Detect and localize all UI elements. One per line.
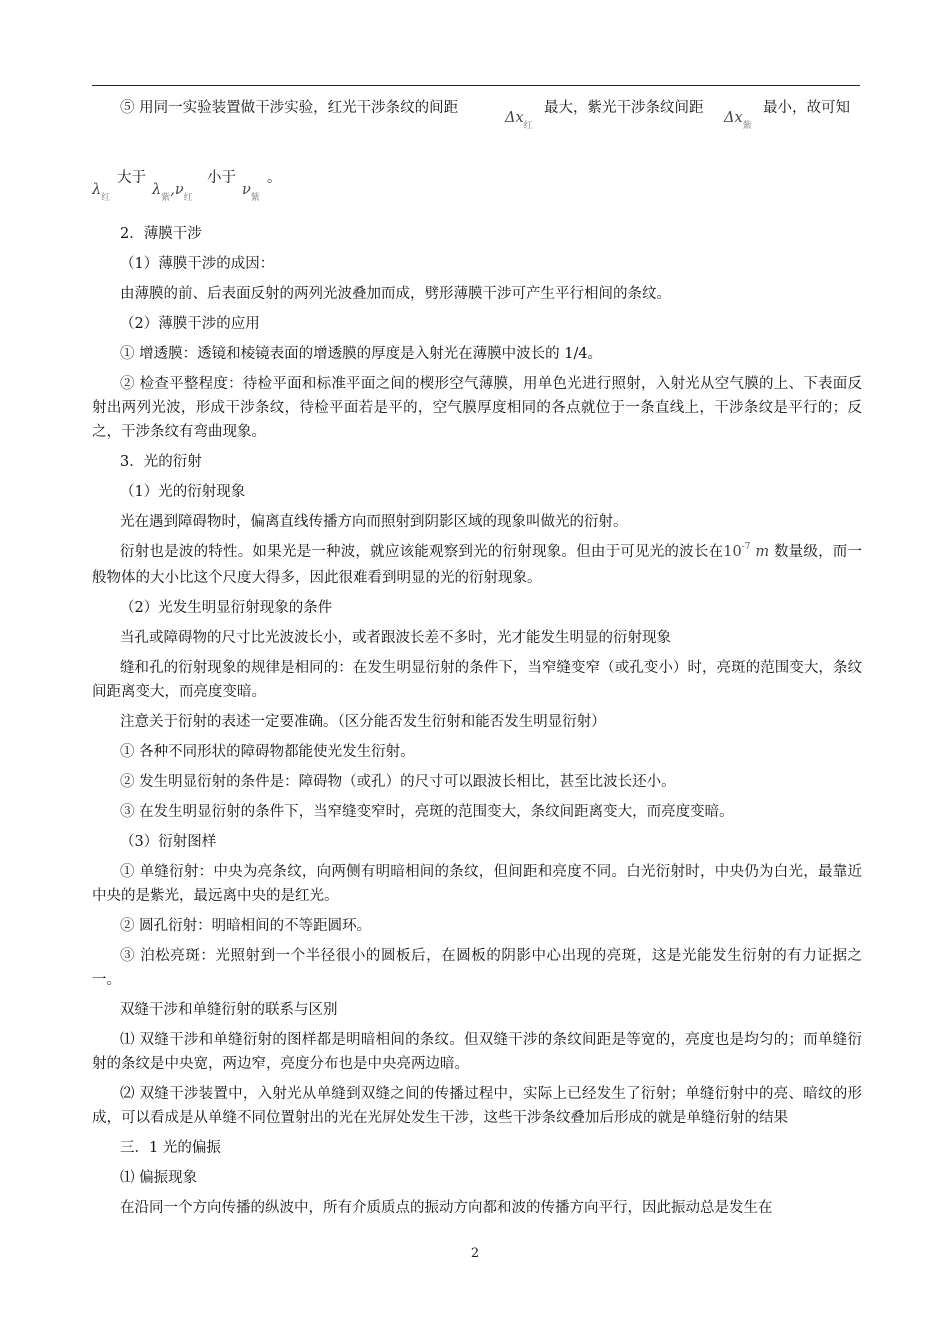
nu-violet-subscript: 紫 xyxy=(250,193,260,203)
subheading-thin-film-cause: （1）薄膜干涉的成因： xyxy=(120,256,275,272)
delta-x-violet-subscript: 紫 xyxy=(742,121,752,131)
line2-period: 。 xyxy=(267,170,282,186)
header-rule xyxy=(92,85,860,86)
nu-violet-formula xyxy=(242,178,260,204)
paragraph-diffraction-condition: 当孔或障碍物的尺寸比光波波长小，或者跟波长差不多时，光才能发生明显的衍射现象 xyxy=(120,630,671,646)
comma: , xyxy=(170,182,175,198)
delta-x-red-subscript: 红 xyxy=(523,121,533,131)
wavelength-text-b: 数量级，而一般物体的大小比这个尺度大得多，因此很难看到明显的光的衍射现象。 xyxy=(92,544,863,586)
paragraph-flatness-check: ② 检查平整程度：待检平面和标准平面之间的楔形空气薄膜，用单色光进行照射，入射光从空气膜的上、下表面反射出两列光波，形成干涉条纹，待检平面若是平的，空气膜厚度相同的各点就位于一条直线上，干涉条纹是平行的；反之，干涉条纹有弯曲现象。 xyxy=(92,376,862,440)
delta-x-violet-formula xyxy=(724,106,752,132)
subheading-diffraction-phenomenon: （1）光的衍射现象 xyxy=(120,484,246,500)
unit-m: m xyxy=(755,544,770,560)
paragraph-longitudinal-wave: 在沿同一个方向传播的纵波中，所有介质质点的振动方向都和波的传播方向平行，因此振动总是发生在 xyxy=(120,1200,773,1216)
nu-symbol: ν xyxy=(174,182,184,198)
heading-light-diffraction: 3．光的衍射 xyxy=(120,454,202,470)
line1-text-c: 最小，故可知 xyxy=(763,100,850,116)
lambda-nu-formula xyxy=(152,178,193,204)
nu-red-subscript: 红 xyxy=(183,193,193,203)
lambda-red-subscript: 红 xyxy=(101,193,111,203)
line1-text-b: 最大，紫光干涉条纹间距 xyxy=(544,100,704,116)
list-item-circular-hole: ② 圆孔衍射：明暗相间的不等距圆环。 xyxy=(120,918,372,934)
wavelength-power-formula xyxy=(723,544,769,560)
list-item-poisson-spot: ③ 泊松亮斑：光照射到一个半径很小的圆板后，在圆板的阴影中心出现的亮斑，这是光能发生衍射的有力证据之一。 xyxy=(92,948,862,988)
formula-block-interference xyxy=(92,96,862,158)
lambda-symbol: λ xyxy=(92,182,102,198)
subheading-diffraction-condition: （2）光发生明显衍射现象的条件 xyxy=(120,600,333,616)
paragraph-thin-film-cause: 由薄膜的前、后表面反射的两列光波叠加而成，劈形薄膜干涉可产生平行相间的条纹。 xyxy=(120,286,671,302)
page-number: 2 xyxy=(470,1246,480,1261)
heading-light-polarization: 三．1 光的偏振 xyxy=(120,1140,221,1156)
list-item-obvious-condition: ② 发生明显衍射的条件是：障碍物（或孔）的尺寸可以跟波长相比，甚至比波长还小。 xyxy=(120,774,676,790)
list-item-double-slit-device: ⑵ 双缝干涉装置中，入射光从单缝到双缝之间的传播过程中，实际上已经发生了衍射；单缝衍射中的亮、暗纹的形成，可以看成是从单缝不同位置射出的光在光屏处发生干涉，这些干涉条纹叠加后形成的就是单缝衍射的结果 xyxy=(92,1086,862,1126)
list-item-obstacles: ① 各种不同形状的障碍物都能使光发生衍射。 xyxy=(120,744,415,760)
delta-x-symbol: Δx xyxy=(505,110,524,126)
paragraph-wavelength-order xyxy=(92,540,862,590)
power-exponent: -7 xyxy=(741,542,751,552)
heading-double-vs-single: 双缝干涉和单缝衍射的联系与区别 xyxy=(120,1002,338,1018)
paragraph-diffraction-definition: 光在遇到障碍物时，偏离直线传播方向而照射到阴影区域的现象叫做光的衍射。 xyxy=(120,514,628,530)
paragraph-antireflection-film: ① 增透膜：透镜和棱镜表面的增透膜的厚度是入射光在薄膜中波长的 1/4。 xyxy=(120,346,603,362)
paragraph-statement-note: 注意关于衍射的表述一定要准确。（区分能否发生衍射和能否发生明显衍射） xyxy=(120,714,606,730)
formula-block-wavelength xyxy=(92,164,862,216)
subheading-thin-film-application: （2）薄膜干涉的应用 xyxy=(120,316,260,332)
lambda-symbol: λ xyxy=(152,182,162,198)
list-item-pattern-comparison: ⑴ 双缝干涉和单缝衍射的图样都是明暗相间的条纹。但双缝干涉的条纹间距是等宽的，亮度也是均匀的；而单缝衍射的条纹是中央宽，两边窄，亮度分布也是中央亮两边暗。 xyxy=(92,1032,862,1072)
subheading-polarization-phenomenon: ⑴ 偏振现象 xyxy=(120,1170,198,1186)
lambda-violet-subscript: 紫 xyxy=(161,193,171,203)
paragraph-slit-hole-rule: 缝和孔的衍射现象的规律是相同的：在发生明显衍射的条件下，当窄缝变窄（或孔变小）时，亮斑的范围变大，条纹间距离变大，而亮度变暗。 xyxy=(92,660,862,700)
subheading-diffraction-pattern: （3）衍射图样 xyxy=(120,834,217,850)
delta-x-red-formula xyxy=(505,106,533,132)
line1-text-a: ⑤ 用同一实验装置做干涉实验，红光干涉条纹的间距 xyxy=(120,100,459,116)
list-item-narrow-slit: ③ 在发生明显衍射的条件下，当窄缝变窄时，亮斑的范围变大，条纹间距离变大，而亮度变暗。 xyxy=(120,804,734,820)
power-base: 10 xyxy=(723,544,742,560)
wavelength-text-a: 衍射也是波的特性。如果光是一种波，就应该能观察到光的衍射现象。但由于可见光的波长在 xyxy=(120,544,724,560)
line2-text-a: 大于 xyxy=(117,170,146,186)
lambda-red-formula xyxy=(92,178,110,204)
delta-x-symbol: Δx xyxy=(724,110,743,126)
nu-symbol: ν xyxy=(242,182,251,198)
heading-thin-film-interference: 2．薄膜干涉 xyxy=(120,226,202,242)
document-body xyxy=(92,96,862,1226)
list-item-single-slit: ① 单缝衍射：中央为亮条纹，向两侧有明暗相间的条纹，但间距和亮度不同。白光衍射时，中央仍为白光，最靠近中央的是紫光，最远离中央的是红光。 xyxy=(92,864,862,904)
line2-text-b: 小于 xyxy=(207,170,236,186)
